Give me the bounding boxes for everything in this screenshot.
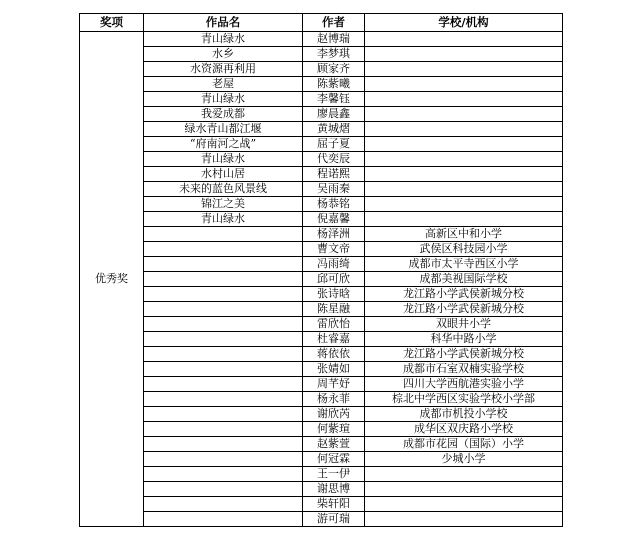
school-cell: [365, 167, 563, 182]
work-cell: [144, 512, 303, 527]
table-row: [80, 257, 563, 272]
table-row: [80, 212, 563, 227]
work-cell: 青山绿水: [144, 92, 303, 107]
table-row: [80, 467, 563, 482]
school-cell: 成华区双庆路小学校: [365, 422, 563, 437]
table-row: [80, 302, 563, 317]
author-cell: 程诺熙: [303, 167, 365, 182]
work-cell: “府南河之战”: [144, 137, 303, 152]
author-cell: 柴轩阳: [303, 497, 365, 512]
author-cell: 黄城熠: [303, 122, 365, 137]
table-row: [80, 332, 563, 347]
work-cell: 水村山居: [144, 167, 303, 182]
table-row: [80, 77, 563, 92]
header-author: 作者: [303, 14, 365, 32]
author-cell: 杨恭铭: [303, 197, 365, 212]
award-category-cell: 优秀奖: [80, 32, 144, 527]
work-cell: [144, 497, 303, 512]
work-cell: [144, 287, 303, 302]
author-cell: 谢欣芮: [303, 407, 365, 422]
author-cell: 赵紫萱: [303, 437, 365, 452]
table-row: [80, 47, 563, 62]
school-cell: [365, 512, 563, 527]
table-row: [80, 482, 563, 497]
header-work: 作品名: [144, 14, 303, 32]
table-row: [80, 422, 563, 437]
school-cell: 成都市石室双楠实验学校: [365, 362, 563, 377]
author-cell: 冯雨绮: [303, 257, 365, 272]
work-cell: [144, 482, 303, 497]
school-cell: [365, 467, 563, 482]
school-cell: 成都市机投小学校: [365, 407, 563, 422]
table-row: [80, 497, 563, 512]
author-cell: 李梦琪: [303, 47, 365, 62]
table-row: [80, 392, 563, 407]
author-cell: 杨永菲: [303, 392, 365, 407]
work-cell: 水乡: [144, 47, 303, 62]
author-cell: 李馨钰: [303, 92, 365, 107]
school-cell: 四川大学西航港实验小学: [365, 377, 563, 392]
author-cell: 屈子夏: [303, 137, 365, 152]
table-row: [80, 92, 563, 107]
school-cell: 成都市太平寺西区小学: [365, 257, 563, 272]
work-cell: [144, 362, 303, 377]
school-cell: [365, 182, 563, 197]
author-cell: 邱可欣: [303, 272, 365, 287]
author-cell: 何紫瑄: [303, 422, 365, 437]
work-cell: [144, 242, 303, 257]
work-cell: [144, 407, 303, 422]
work-cell: [144, 272, 303, 287]
school-cell: 少城小学: [365, 452, 563, 467]
author-cell: 周芊妤: [303, 377, 365, 392]
school-cell: [365, 497, 563, 512]
school-cell: [365, 152, 563, 167]
work-cell: 青山绿水: [144, 212, 303, 227]
school-cell: [365, 92, 563, 107]
school-cell: 武侯区科技园小学: [365, 242, 563, 257]
table-row: [80, 152, 563, 167]
work-cell: [144, 452, 303, 467]
table-row: [80, 122, 563, 137]
school-cell: 科华中路小学: [365, 332, 563, 347]
author-cell: 游可瑞: [303, 512, 365, 527]
table-row: [80, 347, 563, 362]
author-cell: 杨泽洲: [303, 227, 365, 242]
author-cell: 赵博瑞: [303, 32, 365, 47]
work-cell: [144, 257, 303, 272]
table-row: [80, 512, 563, 527]
table-row: [80, 452, 563, 467]
school-cell: 龙江路小学武侯新城分校: [365, 347, 563, 362]
table-row: [80, 167, 563, 182]
table-row: [80, 62, 563, 77]
school-cell: [365, 197, 563, 212]
author-cell: 陈紫曦: [303, 77, 365, 92]
header-award: 奖项: [80, 14, 144, 32]
work-cell: 青山绿水: [144, 152, 303, 167]
author-cell: 倪嘉馨: [303, 212, 365, 227]
table-row: [80, 317, 563, 332]
table-row: [80, 242, 563, 257]
school-cell: 棕北中学西区实验学校小学部: [365, 392, 563, 407]
work-cell: 锦江之美: [144, 197, 303, 212]
author-cell: 谢思博: [303, 482, 365, 497]
work-cell: 老屋: [144, 77, 303, 92]
author-cell: 蒋依依: [303, 347, 365, 362]
work-cell: 青山绿水: [144, 32, 303, 47]
school-cell: [365, 32, 563, 47]
author-cell: 顾家齐: [303, 62, 365, 77]
author-cell: 王一伊: [303, 467, 365, 482]
header-row: [80, 14, 563, 32]
school-cell: [365, 107, 563, 122]
awards-table: [79, 13, 563, 527]
header-school: 学校/机构: [365, 14, 563, 32]
school-cell: [365, 62, 563, 77]
school-cell: 龙江路小学武侯新城分校: [365, 302, 563, 317]
work-cell: 未来的蓝色风景线: [144, 182, 303, 197]
school-cell: 双眼井小学: [365, 317, 563, 332]
table-row: [80, 32, 563, 47]
author-cell: 吴雨秦: [303, 182, 365, 197]
author-cell: 张诗晗: [303, 287, 365, 302]
school-cell: 龙江路小学武侯新城分校: [365, 287, 563, 302]
author-cell: 代奕辰: [303, 152, 365, 167]
school-cell: [365, 122, 563, 137]
work-cell: [144, 392, 303, 407]
author-cell: 廖晨鑫: [303, 107, 365, 122]
author-cell: 杜睿嘉: [303, 332, 365, 347]
work-cell: [144, 332, 303, 347]
work-cell: [144, 422, 303, 437]
work-cell: [144, 317, 303, 332]
table-row: [80, 197, 563, 212]
author-cell: 雷欣怡: [303, 317, 365, 332]
work-cell: [144, 347, 303, 362]
table-row: [80, 137, 563, 152]
work-cell: 绿水青山都江堰: [144, 122, 303, 137]
work-cell: [144, 377, 303, 392]
school-cell: [365, 212, 563, 227]
author-cell: 何冠霖: [303, 452, 365, 467]
work-cell: [144, 437, 303, 452]
school-cell: [365, 482, 563, 497]
school-cell: 成都市花园（国际）小学: [365, 437, 563, 452]
table-body: [80, 32, 563, 527]
school-cell: 成都美视国际学校: [365, 272, 563, 287]
school-cell: [365, 47, 563, 62]
work-cell: [144, 467, 303, 482]
table-row: [80, 362, 563, 377]
work-cell: [144, 302, 303, 317]
table-row: [80, 227, 563, 242]
table-row: [80, 272, 563, 287]
work-cell: [144, 227, 303, 242]
author-cell: 张婧如: [303, 362, 365, 377]
author-cell: 曹文帝: [303, 242, 365, 257]
work-cell: 我爱成都: [144, 107, 303, 122]
table-row: [80, 287, 563, 302]
table-row: [80, 407, 563, 422]
table-row: [80, 182, 563, 197]
table-row: [80, 377, 563, 392]
school-cell: 高新区中和小学: [365, 227, 563, 242]
author-cell: 陈星融: [303, 302, 365, 317]
table-row: [80, 107, 563, 122]
table-row: [80, 437, 563, 452]
school-cell: [365, 137, 563, 152]
work-cell: 水资源再利用: [144, 62, 303, 77]
school-cell: [365, 77, 563, 92]
